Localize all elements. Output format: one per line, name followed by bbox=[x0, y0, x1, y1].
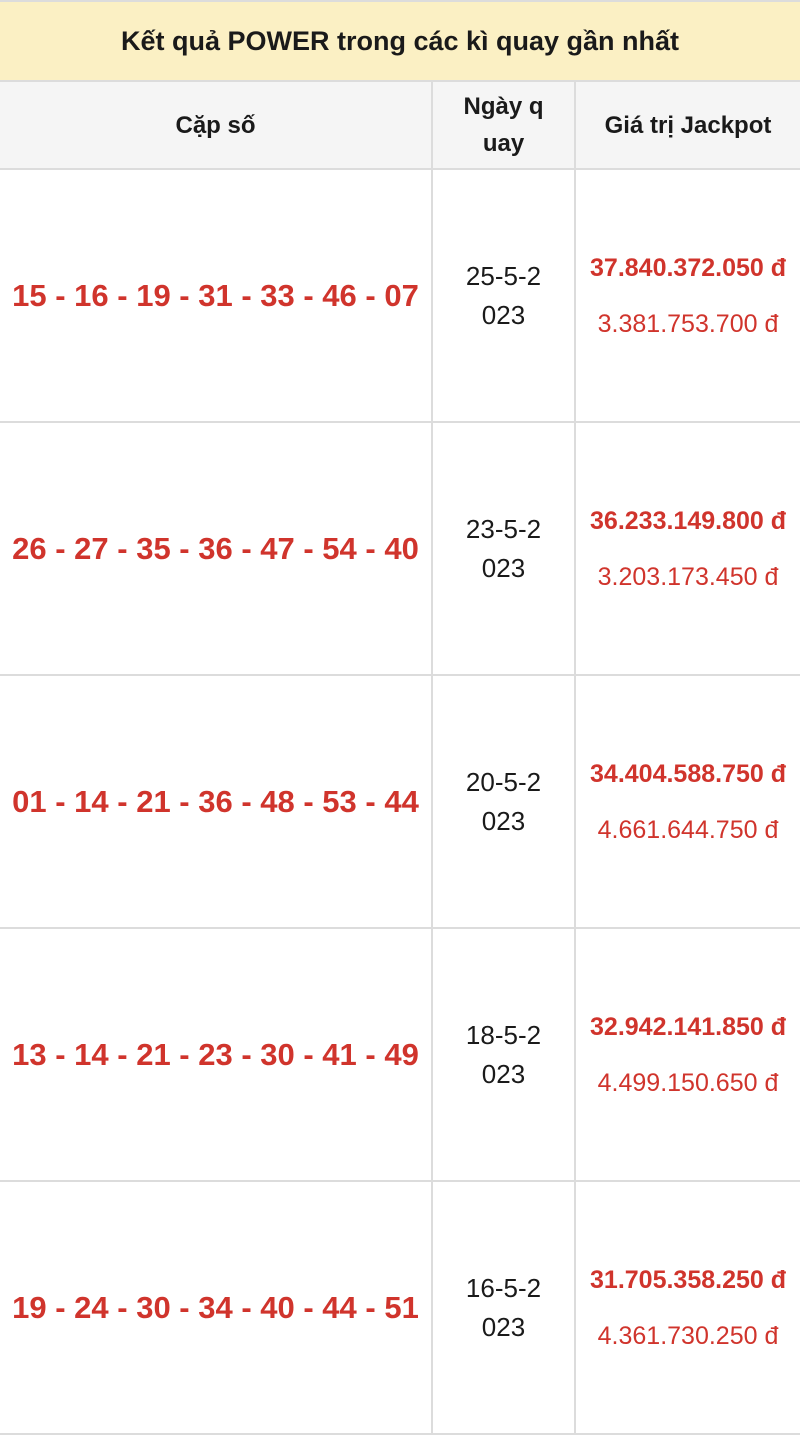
header-numbers: Cặp số bbox=[0, 81, 432, 169]
jackpot-cell bbox=[575, 928, 800, 1181]
draw-date-cell bbox=[432, 169, 575, 422]
table-row bbox=[0, 422, 800, 675]
jackpot-2-value: 4.661.644.750 đ bbox=[597, 815, 779, 844]
jackpot-cell bbox=[575, 422, 800, 675]
jackpot-1-value: 32.942.141.850 đ bbox=[590, 1012, 787, 1041]
number-set: 15 - 16 - 19 - 31 - 33 - 46 - 07 bbox=[0, 169, 432, 422]
draw-date: 18-5-2023 bbox=[465, 1019, 542, 1089]
draw-date-cell bbox=[432, 928, 575, 1181]
jackpot-1-value: 34.404.588.750 đ bbox=[590, 759, 787, 788]
jackpot-1-value: 37.840.372.050 đ bbox=[590, 253, 787, 282]
number-set: 26 - 27 - 35 - 36 - 47 - 54 - 40 bbox=[0, 422, 432, 675]
draw-date-cell bbox=[432, 1181, 575, 1434]
table-row bbox=[0, 675, 800, 928]
jackpot-cell bbox=[575, 675, 800, 928]
jackpot-2-value: 4.499.150.650 đ bbox=[597, 1068, 779, 1097]
jackpot-1-value: 36.233.149.800 đ bbox=[590, 506, 787, 535]
jackpot-cell bbox=[575, 169, 800, 422]
draw-date: 16-5-2023 bbox=[465, 1272, 542, 1342]
jackpot-1-value: 31.705.358.250 đ bbox=[590, 1265, 787, 1294]
jackpot-2-value: 4.361.730.250 đ bbox=[597, 1321, 779, 1350]
draw-date-cell bbox=[432, 675, 575, 928]
jackpot-2-value: 3.381.753.700 đ bbox=[597, 309, 779, 338]
draw-date-cell bbox=[432, 422, 575, 675]
number-set: 01 - 14 - 21 - 36 - 48 - 53 - 44 bbox=[0, 675, 432, 928]
table-row bbox=[0, 928, 800, 1181]
header-jackpot: Giá trị Jackpot bbox=[575, 81, 800, 169]
draw-date: 23-5-2023 bbox=[465, 513, 542, 583]
jackpot-cell bbox=[575, 1181, 800, 1434]
number-set: 13 - 14 - 21 - 23 - 30 - 41 - 49 bbox=[0, 928, 432, 1181]
draw-date: 25-5-2023 bbox=[465, 260, 542, 330]
draw-date: 20-5-2023 bbox=[465, 766, 542, 836]
jackpot-2-value: 3.203.173.450 đ bbox=[597, 562, 779, 591]
table-row bbox=[0, 1181, 800, 1434]
header-date-label: Ngày quay bbox=[463, 93, 544, 157]
table-title: Kết quả POWER trong các kì quay gần nhất bbox=[0, 1, 800, 81]
table-row bbox=[0, 169, 800, 422]
header-date bbox=[432, 81, 575, 169]
number-set: 19 - 24 - 30 - 34 - 40 - 44 - 51 bbox=[0, 1181, 432, 1434]
